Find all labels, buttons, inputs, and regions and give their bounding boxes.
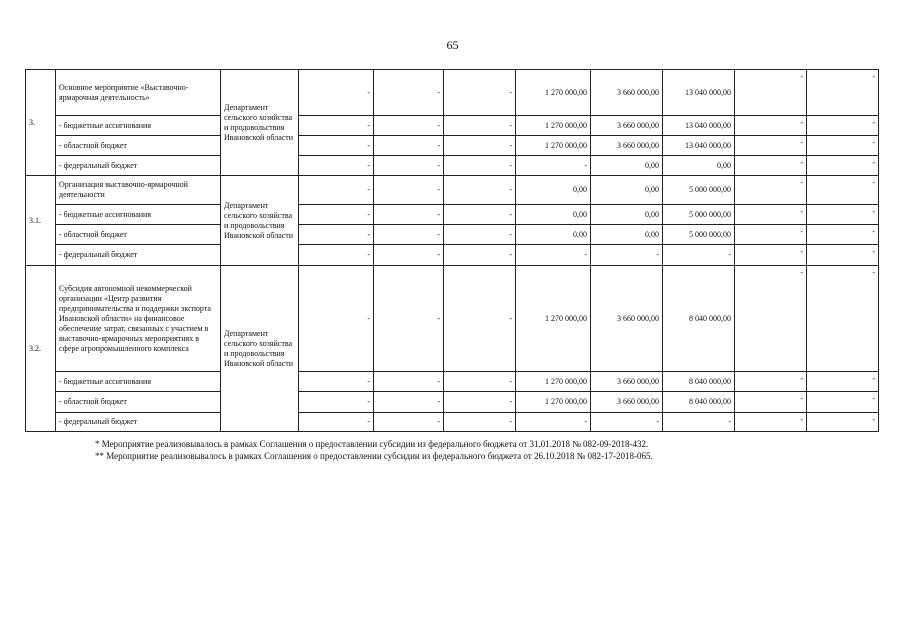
value-cell: - <box>444 245 516 266</box>
table-row <box>26 413 879 432</box>
value-cell: - <box>374 70 444 116</box>
value-cell: - <box>807 392 879 413</box>
value-cell: 0,00 <box>591 225 663 245</box>
value-cell: - <box>299 136 374 156</box>
table-row <box>26 266 879 372</box>
value-cell: 1 270 000,00 <box>516 136 591 156</box>
value-cell: - <box>516 156 591 176</box>
row-name: - бюджетные ассигнования <box>56 205 221 225</box>
value-cell: 5 000 000,00 <box>663 225 735 245</box>
value-cell: 1 270 000,00 <box>516 372 591 392</box>
value-cell: 0,00 <box>663 156 735 176</box>
value-cell: - <box>444 372 516 392</box>
row-name: - федеральный бюджет <box>56 245 221 266</box>
value-cell: - <box>807 266 879 372</box>
value-cell: - <box>444 266 516 372</box>
value-cell: - <box>444 413 516 432</box>
value-cell: - <box>374 136 444 156</box>
value-cell: - <box>807 413 879 432</box>
value-cell: 0,00 <box>516 205 591 225</box>
executor-cell: Департамент сельского хозяйства и продовольствия Ивановской области <box>221 176 299 266</box>
value-cell: - <box>735 176 807 205</box>
value-cell: - <box>516 413 591 432</box>
value-cell: - <box>299 413 374 432</box>
table-row <box>26 156 879 176</box>
value-cell: - <box>807 116 879 136</box>
value-cell: - <box>735 136 807 156</box>
value-cell: 3 660 000,00 <box>591 266 663 372</box>
value-cell: 3 660 000,00 <box>591 392 663 413</box>
value-cell: - <box>374 156 444 176</box>
value-cell: - <box>444 176 516 205</box>
value-cell: - <box>807 136 879 156</box>
value-cell: - <box>735 245 807 266</box>
row-number: 3.2. <box>26 266 56 432</box>
footnotes <box>95 438 653 462</box>
value-cell: 1 270 000,00 <box>516 116 591 136</box>
value-cell: 13 040 000,00 <box>663 116 735 136</box>
table-row <box>26 136 879 156</box>
value-cell: - <box>735 266 807 372</box>
value-cell: 0,00 <box>591 176 663 205</box>
value-cell: - <box>374 116 444 136</box>
value-cell: - <box>444 136 516 156</box>
value-cell: - <box>807 70 879 116</box>
value-cell: 1 270 000,00 <box>516 70 591 116</box>
value-cell: - <box>299 70 374 116</box>
value-cell: - <box>374 225 444 245</box>
value-cell: - <box>299 205 374 225</box>
value-cell: - <box>735 392 807 413</box>
table-row <box>26 116 879 136</box>
value-cell: 0,00 <box>516 176 591 205</box>
executor-cell: Департамент сельского хозяйства и продовольствия Ивановской области <box>221 70 299 176</box>
value-cell: - <box>299 266 374 372</box>
value-cell: 8 040 000,00 <box>663 392 735 413</box>
value-cell: - <box>735 372 807 392</box>
value-cell: - <box>807 156 879 176</box>
table-row <box>26 392 879 413</box>
value-cell: - <box>374 205 444 225</box>
value-cell: 3 660 000,00 <box>591 372 663 392</box>
value-cell: - <box>444 116 516 136</box>
footnote: * Мероприятие реализовывалось в рамках Соглашения о предоставлении субсидии из федерального бюджета от 31.01.2018 № 082-09-2018-432. <box>95 439 649 449</box>
value-cell: - <box>374 245 444 266</box>
value-cell: 3 660 000,00 <box>591 116 663 136</box>
value-cell: - <box>444 70 516 116</box>
value-cell: - <box>735 70 807 116</box>
table-row <box>26 245 879 266</box>
executor-cell: Департамент сельского хозяйства и продовольствия Ивановской области <box>221 266 299 432</box>
value-cell: - <box>663 413 735 432</box>
value-cell: 0,00 <box>591 205 663 225</box>
value-cell: - <box>735 205 807 225</box>
value-cell: 5 000 000,00 <box>663 176 735 205</box>
value-cell: - <box>807 205 879 225</box>
value-cell: - <box>299 176 374 205</box>
value-cell: 3 660 000,00 <box>591 70 663 116</box>
table-row <box>26 372 879 392</box>
value-cell: - <box>374 266 444 372</box>
row-name: - бюджетные ассигнования <box>56 116 221 136</box>
value-cell: 3 660 000,00 <box>591 136 663 156</box>
value-cell: - <box>299 116 374 136</box>
page-number: 65 <box>446 38 459 52</box>
value-cell: 0,00 <box>516 225 591 245</box>
value-cell: - <box>735 413 807 432</box>
table-row <box>26 70 879 116</box>
value-cell: - <box>299 245 374 266</box>
value-cell: - <box>299 225 374 245</box>
value-cell: 8 040 000,00 <box>663 266 735 372</box>
value-cell: - <box>374 372 444 392</box>
value-cell: - <box>444 156 516 176</box>
value-cell: 1 270 000,00 <box>516 392 591 413</box>
value-cell: 13 040 000,00 <box>663 136 735 156</box>
value-cell: - <box>807 372 879 392</box>
table-row <box>26 225 879 245</box>
value-cell: 13 040 000,00 <box>663 70 735 116</box>
table-row <box>26 176 879 205</box>
row-name: - федеральный бюджет <box>56 413 221 432</box>
value-cell: - <box>591 245 663 266</box>
row-name: - областной бюджет <box>56 225 221 245</box>
value-cell: - <box>735 225 807 245</box>
value-cell: - <box>299 392 374 413</box>
value-cell: - <box>807 176 879 205</box>
value-cell: - <box>444 225 516 245</box>
value-cell: 1 270 000,00 <box>516 266 591 372</box>
footnote: ** Мероприятие реализовывалось в рамках Соглашения о предоставлении субсидии из федерального бюджета от 26.10.2018 № 082-17-2018-065. <box>95 451 653 461</box>
row-name: Субсидия автономной некоммерческой организации «Центр развития предпринимательства и поддержки экспорта Ивановской области» на финансовое обеспечение затрат, связанных с участием в выставочно-ярмарочных мероприятиях в сфере агропромышленного комплекса <box>56 266 221 372</box>
value-cell: - <box>807 245 879 266</box>
value-cell: - <box>299 372 374 392</box>
row-name: - областной бюджет <box>56 392 221 413</box>
budget-table <box>25 69 879 432</box>
value-cell: - <box>444 205 516 225</box>
row-name: Организация выставочно-ярмарочной деятельности <box>56 176 221 205</box>
table-row <box>26 205 879 225</box>
value-cell: - <box>735 156 807 176</box>
value-cell: 0,00 <box>591 156 663 176</box>
row-number: 3. <box>26 70 56 176</box>
value-cell: - <box>299 156 374 176</box>
value-cell: - <box>516 245 591 266</box>
value-cell: 5 000 000,00 <box>663 205 735 225</box>
value-cell: - <box>735 116 807 136</box>
value-cell: - <box>374 176 444 205</box>
value-cell: - <box>591 413 663 432</box>
row-name: - федеральный бюджет <box>56 156 221 176</box>
row-name: - бюджетные ассигнования <box>56 372 221 392</box>
value-cell: - <box>374 392 444 413</box>
value-cell: - <box>807 225 879 245</box>
value-cell: - <box>374 413 444 432</box>
row-name: Основное мероприятие «Выставочно-ярмарочная деятельность» <box>56 70 221 116</box>
value-cell: 8 040 000,00 <box>663 372 735 392</box>
value-cell: - <box>663 245 735 266</box>
row-name: - областной бюджет <box>56 136 221 156</box>
value-cell: - <box>444 392 516 413</box>
row-number: 3.1. <box>26 176 56 266</box>
